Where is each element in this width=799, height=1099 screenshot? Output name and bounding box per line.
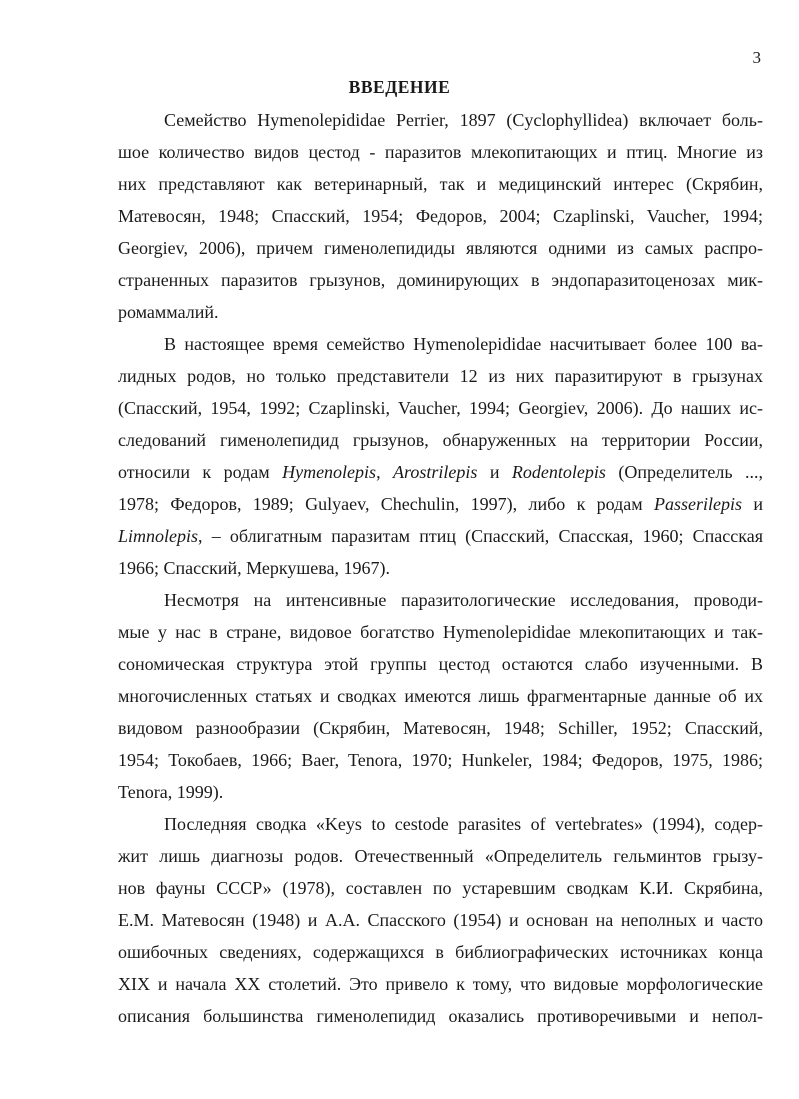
text-line: Семейство Hymenolepididae Perrier, 1897 (Cyclophyllidea) включает боль- [164, 110, 763, 130]
text-line: лидных родов, но только представители 12 из них паразитируют в грызунах [118, 366, 763, 386]
text-line: Несмотря на интенсивные паразитологические исследования, проводи- [164, 590, 763, 610]
text-line [118, 519, 763, 553]
text-line: описания большинства гименолепидид оказались противоречивыми и непол- [118, 1006, 763, 1026]
text-line: Последняя сводка «Keys to cestode parasites of vertebrates» (1994), содер- [164, 814, 763, 834]
text-line: В настоящее время семейство Hymenolepididae насчитывает более 100 ва- [164, 334, 763, 354]
text-line: многочисленных статьях и сводках имеются лишь фрагментарные данные об их [118, 686, 763, 706]
text-line: мые у нас в стране, видовое богатство Hymenolepididae млекопитающих и так- [118, 622, 763, 642]
text-line: жит лишь диагнозы родов. Отечественный «Определитель гельминтов грызу- [118, 846, 763, 866]
genus-name: Arostrilepis [393, 462, 478, 482]
genus-name: Hymenolepis [282, 462, 377, 482]
text-line: XIX и начала XX столетий. Это привело к тому, что видовые морфологические [118, 974, 763, 994]
text-line: Е.М. Матевосян (1948) и А.А. Спасского (1954) и основан на неполных и часто [118, 910, 763, 930]
text-line: сономическая структура этой группы цестод остаются слабо изученными. В [118, 654, 763, 674]
text-line: шое количество видов цестод - паразитов млекопитающих и птиц. Многие из [118, 142, 763, 162]
text-line: 1954; Токобаев, 1966; Baer, Tenora, 1970; Hunkeler, 1984; Федоров, 1975, 1986; [118, 750, 763, 770]
text-line [118, 455, 763, 489]
text-line: страненных паразитов грызунов, доминирующих в эндопаразитоценозах мик- [118, 270, 763, 290]
page-number: 3 [752, 48, 761, 67]
text-line: ошибочных сведениях, содержащихся в библиографических источниках конца [118, 942, 763, 962]
text-line: Georgiev, 2006), причем гименолепидиды являются одними из самых распро- [118, 238, 763, 258]
text-segment: , – облигатным паразитам птиц (Спасский, Спасская, 1960; Спасская [198, 526, 763, 546]
text-line: Матевосян, 1948; Спасский, 1954; Федоров, 2004; Czaplinski, Vaucher, 1994; [118, 206, 763, 226]
text-segment: и [477, 462, 512, 482]
section-heading: ВВЕДЕНИЕ [348, 77, 451, 97]
text-segment: и [742, 494, 763, 514]
genus-name: Rodentolepis [511, 462, 606, 482]
text-line: 1966; Спасский, Меркушева, 1967). [118, 558, 390, 578]
text-line: ромаммалий. [118, 302, 219, 322]
text-line: Tenora, 1999). [118, 782, 224, 802]
text-segment: относили к родам [118, 462, 283, 482]
genus-name: Passerilepis [654, 494, 743, 514]
text-line: (Спасский, 1954, 1992; Czaplinski, Vaucher, 1994; Georgiev, 2006). До наших ис- [118, 398, 763, 418]
text-line: следований гименолепидид грызунов, обнаруженных на территории России, [118, 430, 763, 450]
genus-name: Limnolepis [118, 526, 199, 546]
text-line: видовом разнообразии (Скрябин, Матевосян, 1948; Schiller, 1952; Спасский, [118, 718, 763, 738]
text-line: них представляют как ветеринарный, так и медицинский интерес (Скрябин, [118, 174, 763, 194]
text-line: нов фауны СССР» (1978), составлен по устаревшим сводкам К.И. Скрябина, [118, 878, 763, 898]
text-segment: (Определитель ..., [605, 462, 763, 482]
text-segment: 1978; Федоров, 1989; Gulyaev, Chechulin, 1997), либо к родам [118, 494, 655, 514]
text-segment: , [376, 462, 394, 482]
text-line [118, 487, 763, 521]
